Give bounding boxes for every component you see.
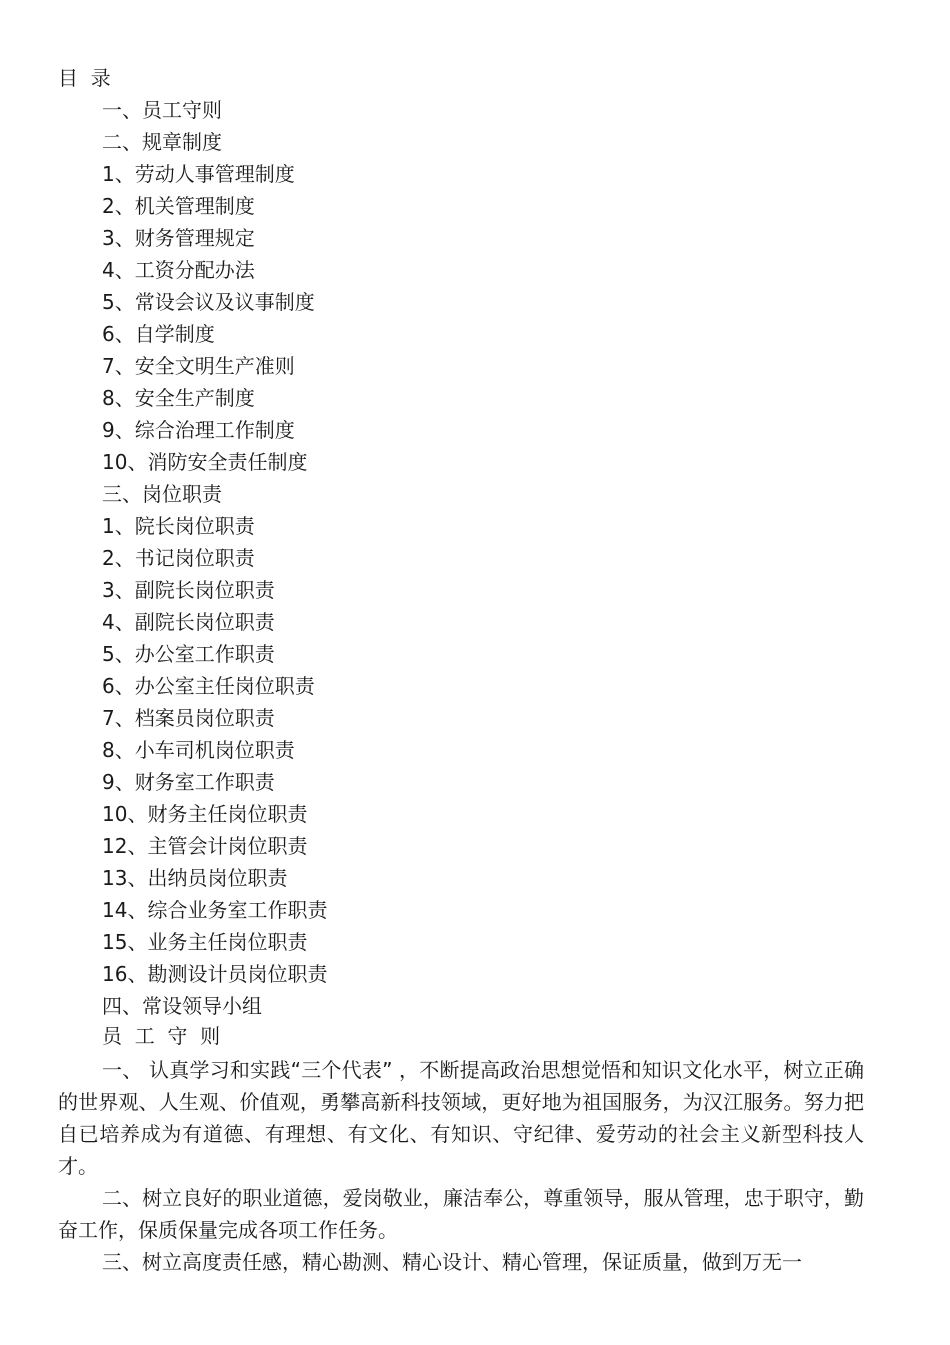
toc-item: 8、小车司机岗位职责	[102, 738, 295, 762]
toc-item: 9、财务室工作职责	[102, 770, 275, 794]
toc-item: 四、常设领导小组	[102, 994, 262, 1018]
toc-item: 7、安全文明生产准则	[102, 354, 295, 378]
toc-item: 4、副院长岗位职责	[102, 610, 275, 634]
toc-item: 6、办公室主任岗位职责	[102, 674, 315, 698]
toc-item: 二、规章制度	[102, 130, 222, 154]
toc-item: 14、综合业务室工作职责	[102, 898, 328, 922]
toc-item: 15、业务主任岗位职责	[102, 930, 308, 954]
toc-item: 3、副院长岗位职责	[102, 578, 275, 602]
toc-item: 16、勘测设计员岗位职责	[102, 962, 328, 986]
rules-heading: 员 工 守 则	[102, 1024, 221, 1048]
toc-item: 6、自学制度	[102, 322, 215, 346]
toc-item: 1、院长岗位职责	[102, 514, 255, 538]
toc-item: 1、劳动人事管理制度	[102, 162, 295, 186]
toc-item: 13、出纳员岗位职责	[102, 866, 288, 890]
toc-item: 5、办公室工作职责	[102, 642, 275, 666]
toc-item: 12、主管会计岗位职责	[102, 834, 308, 858]
rules-paragraph: 三、树立高度责任感，精心勘测、精心设计、精心管理，保证质量，做到万无一	[102, 1250, 802, 1274]
toc-item: 4、工资分配办法	[102, 258, 255, 282]
rules-paragraph: 一、 认真学习和实践“三个代表” ，不断提高政治思想觉悟和知识文化水平，树立正确的世界观、人生观、价值观，勇攀高新科技领域，更好地为祖国服务，为汉江服务。努力把自已培养成为有道德、有理想、有文化、有知识、守纪律、爱劳动的社会主义新型科技人才。	[58, 1058, 864, 1178]
toc-item: 7、档案员岗位职责	[102, 706, 275, 730]
toc-item: 8、安全生产制度	[102, 386, 255, 410]
toc-title: 目 录	[58, 66, 111, 90]
rules-paragraph: 二、树立良好的职业道德，爱岗敬业，廉洁奉公，尊重领导，服从管理，忠于职守，勤奋工作，保质保量完成各项工作任务。	[58, 1186, 864, 1242]
rules-body	[58, 1054, 864, 1278]
toc-item: 一、员工守则	[102, 98, 222, 122]
toc-item: 2、书记岗位职责	[102, 546, 255, 570]
toc-item: 三、岗位职责	[102, 482, 222, 506]
toc-item: 9、综合治理工作制度	[102, 418, 295, 442]
toc-item: 3、财务管理规定	[102, 226, 255, 250]
toc-item: 2、机关管理制度	[102, 194, 255, 218]
toc-item: 10、消防安全责任制度	[102, 450, 308, 474]
toc-item: 5、常设会议及议事制度	[102, 290, 315, 314]
toc-item: 10、财务主任岗位职责	[102, 802, 308, 826]
toc-list	[102, 94, 327, 1022]
